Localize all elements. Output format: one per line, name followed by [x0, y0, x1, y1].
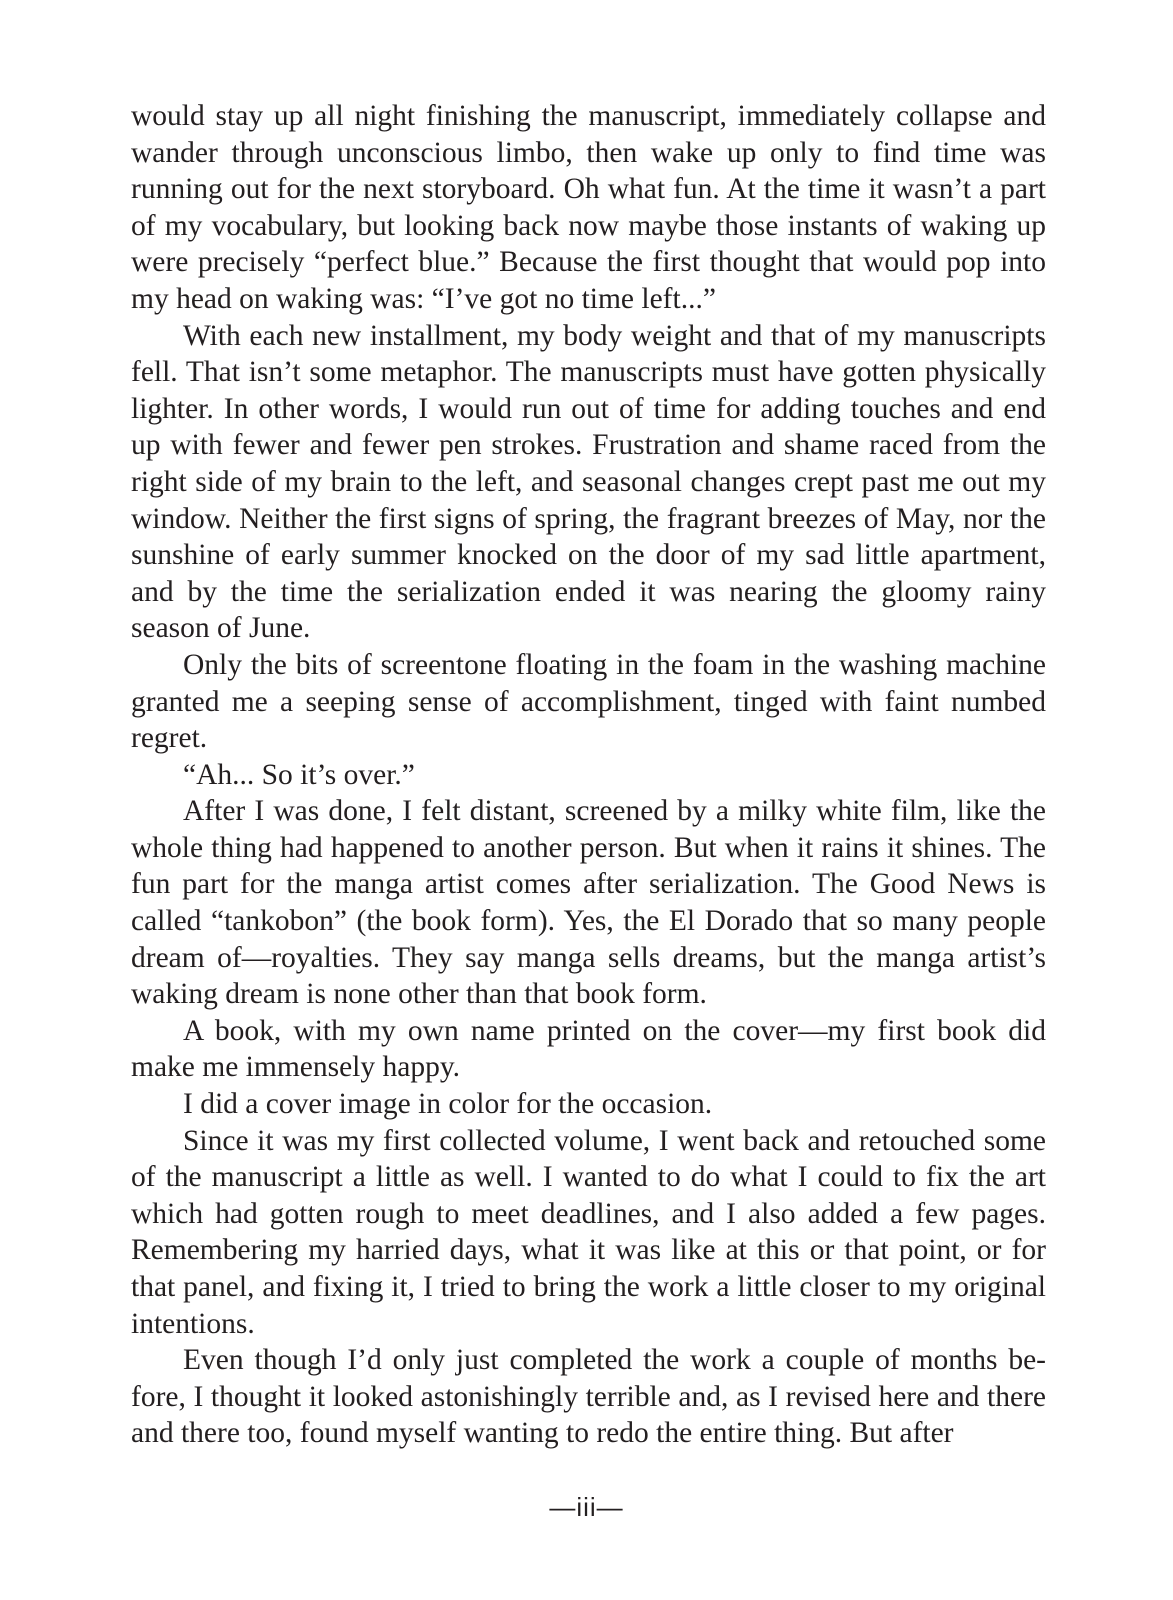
paragraph-continued: would stay up all night finishing the manuscript, immediately collapse and wander through unconscious limbo, then wake up only to find time was running out for the next storyboard. Oh what fun. At the time it wasn’t a part of my vocabulary, but looking back now maybe those instants of waking up were precisely “perfect blue.” Because the first thought that would pop into my head on waking was: “I’ve got no time left...” [131, 100, 1046, 315]
paragraph: I did a cover image in color for the occasion. [183, 1088, 713, 1121]
page-number: —iii— [549, 1492, 624, 1522]
paragraph: “Ah... So it’s over.” [183, 758, 415, 791]
paragraph: With each new installment, my body weight and that of my manuscripts fell. That isn’t some metaphor. The manuscripts must have gotten physically lighter. In other words, I would run out of time for adding touches and end up with fewer and fewer pen strokes. Frustration and shame raced from the right side of my brain to the left, and seasonal changes crept past me out my window. Neither the first signs of spring, the fragrant breezes of May, nor the sunshine of early summer knocked on the door of my sad little apartment, and by the time the serialization ended it was nearing the gloomy rainy season of June. [131, 319, 1046, 645]
paragraph: Even though I’d only just completed the work a couple of months before, I thought it looked astonishingly terrible and, as I revised here and there and there too, found myself wanting to redo the entire thing. But after [131, 1344, 1046, 1450]
page-body [131, 98, 1046, 1452]
paragraph: A book, with my own name printed on the cover—my first book did make me immensely happy. [131, 1014, 1046, 1084]
paragraph: Since it was my first collected volume, I went back and retouched some of the manuscript a little as well. I wanted to do what I could to fix the art which had gotten rough to meet deadlines, and I also added a few pages. Remembering my harried days, what it was like at this or that point, or for that panel, and fixing it, I tried to bring the work a little closer to my original intentions. [131, 1124, 1046, 1340]
paragraph: Only the bits of screentone floating in the foam in the washing machine granted me a seeping sense of accomplishment, tinged with faint numbed regret. [131, 648, 1046, 755]
paragraph: After I was done, I felt distant, screened by a milky white film, like the whole thing had happened to another person. But when it rains it shines. The fun part for the manga artist comes after serialization. The Good News is called “tankobon” (the book form). Yes, the El Dorado that so many people dream of—royalties. They say manga sells dreams, but the manga artist’s waking dream is none other than that book form. [131, 795, 1046, 1011]
